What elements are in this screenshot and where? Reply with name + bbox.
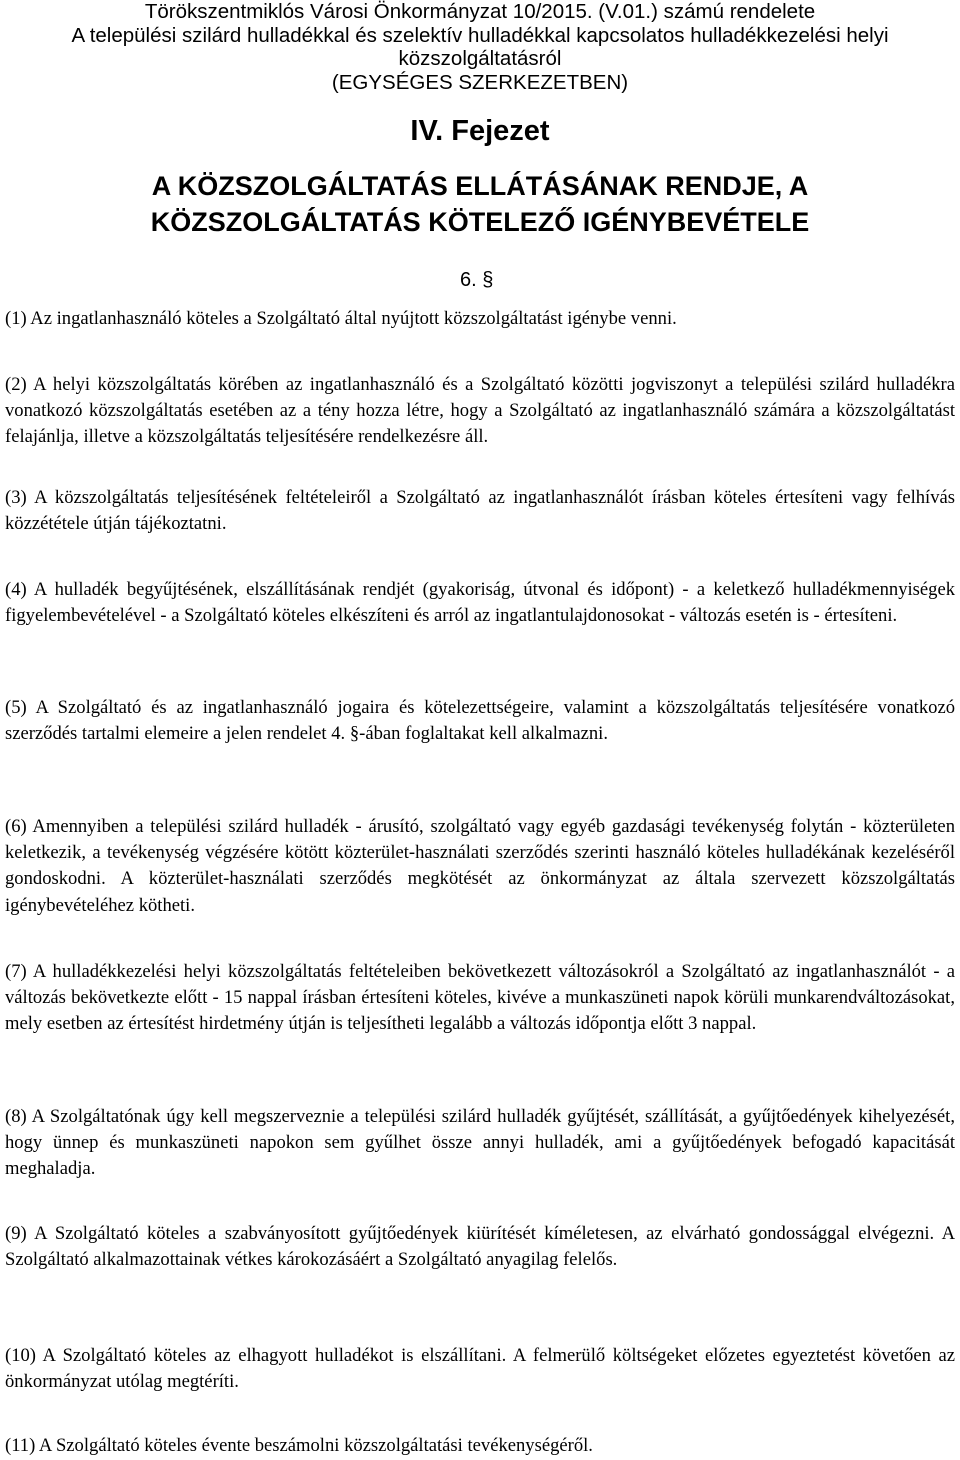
section-number: 6. §: [460, 269, 494, 291]
paragraph-11: (11) A Szolgáltató köteles évente beszámolni közszolgáltatási tevékenységéről.: [5, 1435, 593, 1456]
header-line-2: A települési szilárd hulladékkal és szelektív hulladékkal kapcsolatos hulladékkezelési helyi: [71, 23, 889, 47]
paragraph-10: (10) A Szolgáltató köteles az elhagyott hulladékot is elszállítani. A felmerülő költségeket előzetes egyeztetést követően az önkormányzat utólag megtéríti.: [5, 1345, 955, 1393]
chapter-heading: [0, 168, 960, 240]
paragraph-4: (4) A hulladék begyűjtésének, elszállításának rendjét (gyakoriság, útvonal és időpont) - a keletkező hulladékmennyiségek figyelembevételével - a Szolgáltató köteles elkészíteni és arról az ingatlantulajdonosokat - változás esetén is - értesíteni.: [5, 579, 955, 627]
paragraph-2: (2) A helyi közszolgáltatás körében az ingatlanhasználó és a Szolgáltató közötti jogviszonyt a települési szilárd hulladékra vonatkozó közszolgáltatás esetében az a tény hozza létre, hogy a Szolgáltató az ingatlanhasználó számára a közszolgáltatást felajánlja, illetve a közszolgáltatás teljesítésére rendelkezésre áll.: [5, 374, 955, 448]
header-line-3: közszolgáltatásról: [398, 47, 562, 70]
paragraph-9: (9) A Szolgáltató köteles a szabványosított gyűjtőedények kiürítését kíméletesen, az elvárható gondossággal elvégezni. A Szolgáltató alkalmazottainak vétkes károkozásáért a Szolgáltató anyagilag felelős.: [5, 1223, 955, 1271]
paragraph-8: (8) A Szolgáltatónak úgy kell megszerveznie a települési szilárd hulladék gyűjtését, szállítását, a gyűjtőedények kihelyezését, hogy ünnep és munkaszüneti napokon sem gyűlhet össze annyi hulladék, ami a gyűjtőedények befogadó kapacitását meghaladja.: [5, 1106, 955, 1180]
chapter-title: IV. Fejezet: [410, 115, 550, 147]
document-header: [0, 0, 960, 94]
paragraph-6: (6) Amennyiben a települési szilárd hulladék - árusító, szolgáltató vagy egyéb gazdasági tevékenység folytán - közterületen keletkezik, a tevékenység végzésére kötött közterület-használati szerződés szerinti használó köteles hulladékának kezeléséről gondoskodni. A közterület-használati szerződés megkötését az önkormányzat az általa szervezett közszolgáltatás igénybevételéhez kötheti.: [5, 816, 955, 916]
paragraph-7: (7) A hulladékkezelési helyi közszolgáltatás feltételeiben bekövetkezett változásokról a Szolgáltató az ingatlanhasználót - a változás bekövetkezte előtt - 15 nappal írásban értesíteni köteles, kivéve a munkaszüneti napok körüli munkarendváltozásokat, mely esetben az értesítést hirdetmény útján is teljesítheti legalább a változás időpontja előtt 3 nappal.: [5, 961, 955, 1035]
paragraph-5: (5) A Szolgáltató és az ingatlanhasználó jogaira és kötelezettségeire, valamint a közszolgáltatás teljesítésére vonatkozó szerződés tartalmi elemeire a jelen rendelet 4. §-ában foglaltakat kell alkalmazni.: [5, 697, 955, 745]
header-line-1: Törökszentmiklós Városi Önkormányzat 10/2015. (V.01.) számú rendelete: [144, 0, 816, 23]
paragraph-1: (1) Az ingatlanhasználó köteles a Szolgáltató által nyújtott közszolgáltatást igénybe venni.: [5, 308, 677, 329]
chapter-heading-line-1: A KÖZSZOLGÁLTATÁS ELLÁTÁSÁNAK RENDJE, A: [151, 171, 809, 201]
header-line-4: (EGYSÉGES SZERKEZETBEN): [331, 70, 629, 94]
paragraph-3: (3) A közszolgáltatás teljesítésének feltételeiről a Szolgáltató az ingatlanhasználót írásban köteles értesíteni vagy felhívás közzététele útján tájékoztatni.: [5, 487, 955, 535]
chapter-heading-line-2: KÖZSZOLGÁLTATÁS KÖTELEZŐ IGÉNYBEVÉTELE: [150, 207, 810, 237]
